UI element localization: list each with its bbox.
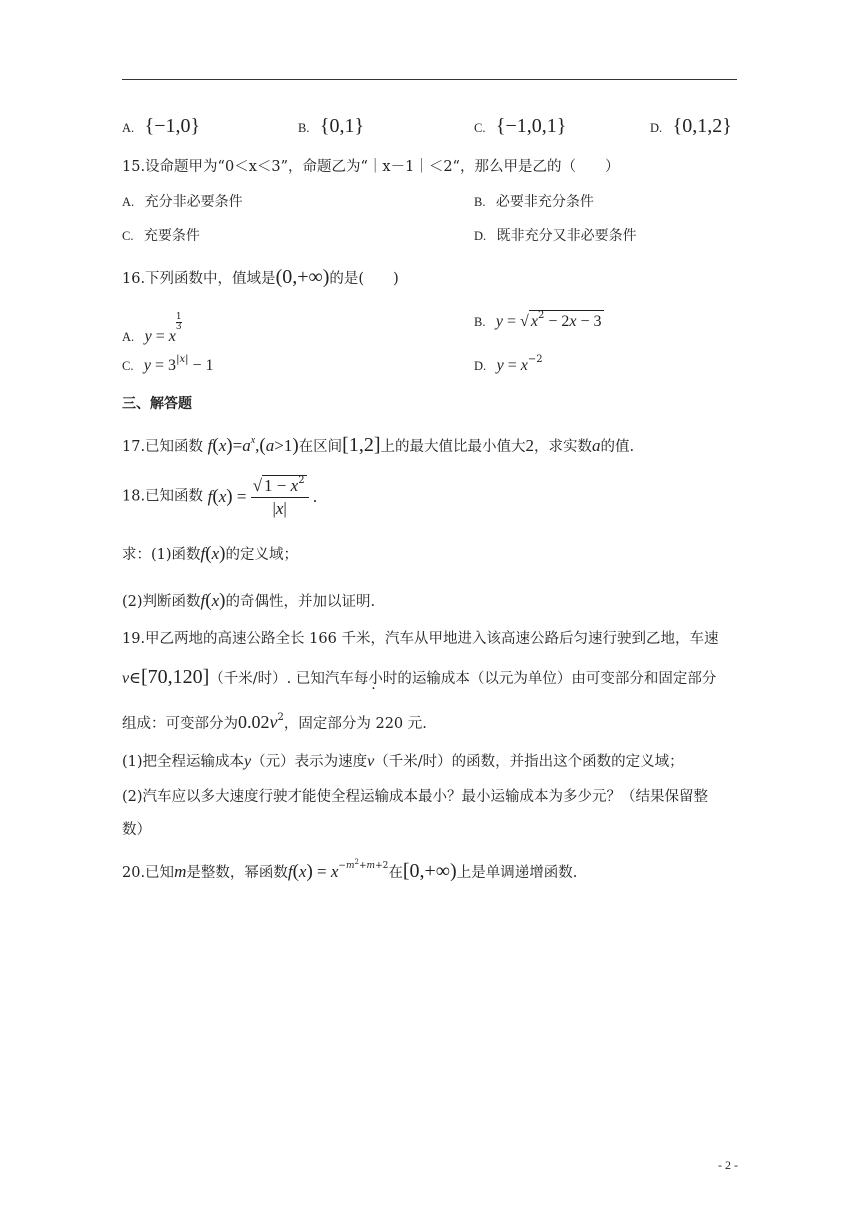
q14-option-a: A. {−1,0}: [122, 115, 201, 137]
q15-option-a: A. 充分非必要条件: [122, 194, 243, 210]
q16-c-formula: $y = 3^{|x|} - 1$: [143, 354, 214, 374]
q18-part2: (2)判断函数f(x)的奇偶性，并加以证明.: [122, 590, 376, 611]
q19-variable-cost: $0.02v^2$: [238, 712, 284, 732]
q20-formula: $f(x) = x^{-m^2+m+2}$: [287, 858, 389, 882]
q17-text: 17.已知函数 $f(x)=a^x,(a>1)$在区间[1,2]上的最大值比最小值大2，求实数a的值.: [122, 434, 635, 456]
q16-b-formula: y = √ $x^2 - 2x - 3$: [495, 310, 602, 330]
q16-option-a: A. y = x $\frac{1}{3}$: [122, 312, 182, 345]
page-number: - 2 -: [718, 1158, 738, 1172]
q15-stem: 15.设命题甲为“0＜x＜3”，命题乙为“｜x－1｜＜2“，那么甲是乙的（ ）: [122, 159, 620, 175]
q16-option-c: C. $y = 3^{|x|} - 1$: [122, 354, 214, 374]
q19-part2-line1: (2)汽车应以多大速度行驶才能使全程运输成本最小？最小运输成本为多少元？（结果保留整: [122, 789, 709, 805]
q14-option-d: D. {0,1,2}: [650, 115, 732, 137]
q14-option-c: C. {−1,0,1}: [474, 115, 567, 137]
q20-text: 20.已知m是整数，幂函数$f(x) = x^{-m^2+m+2}$在[0,+∞)上是单调递增函数.: [122, 858, 578, 882]
q19-line3: 组成：可变部分为$0.02v^2$，固定部分为 220 元.: [122, 712, 427, 732]
q15-option-b: B. 必要非充分条件: [474, 194, 594, 210]
q15-option-c: C. 充要条件: [122, 228, 200, 244]
q16-option-d: D. $y = x^{-2}$: [474, 354, 543, 374]
q14-option-b: B. {0,1}: [298, 115, 365, 137]
q19-line1: 19.甲乙两地的高速公路全长 166 千米，汽车从甲地进入该高速公路后匀速行驶到乙地，车速: [122, 631, 719, 647]
q16-d-formula: $y = x^{-2}$: [496, 354, 543, 374]
q15-option-d: D. 既非充分又非必要条件: [474, 228, 637, 244]
q18-text: 18.已知函数 f(x) = $\frac{√ 1 - x^2}{|x|}$ .: [122, 475, 318, 519]
q19-part2-line2: 数）: [122, 822, 151, 838]
q17-formula: $f(x)=a^x,(a>1)$: [207, 435, 299, 456]
section-title: 三、解答题: [122, 396, 192, 412]
q19-line2: v∈[70,120]（千米/时）. 已知汽车每小时的运输成本（以元为单位）由可变部分和固定部分: [122, 666, 717, 688]
q16-a-formula: y = x $\frac{1}{3}$: [144, 312, 182, 345]
q16-stem: 16.下列函数中，值域是(0,+∞)的是( ): [122, 266, 399, 288]
q18-formula: f(x) = $\frac{√ 1 - x^2}{|x|}$ .: [207, 475, 318, 519]
header-rule: [122, 79, 737, 80]
q19-part1: (1)把全程运输成本y（元）表示为速度v（千米/时）的函数，并指出这个函数的定义域；: [122, 753, 684, 770]
q16-option-b: B. y = √ $x^2 - 2x - 3$: [474, 310, 602, 330]
q18-part1: 求：(1)函数f(x)的定义域；: [122, 543, 298, 564]
